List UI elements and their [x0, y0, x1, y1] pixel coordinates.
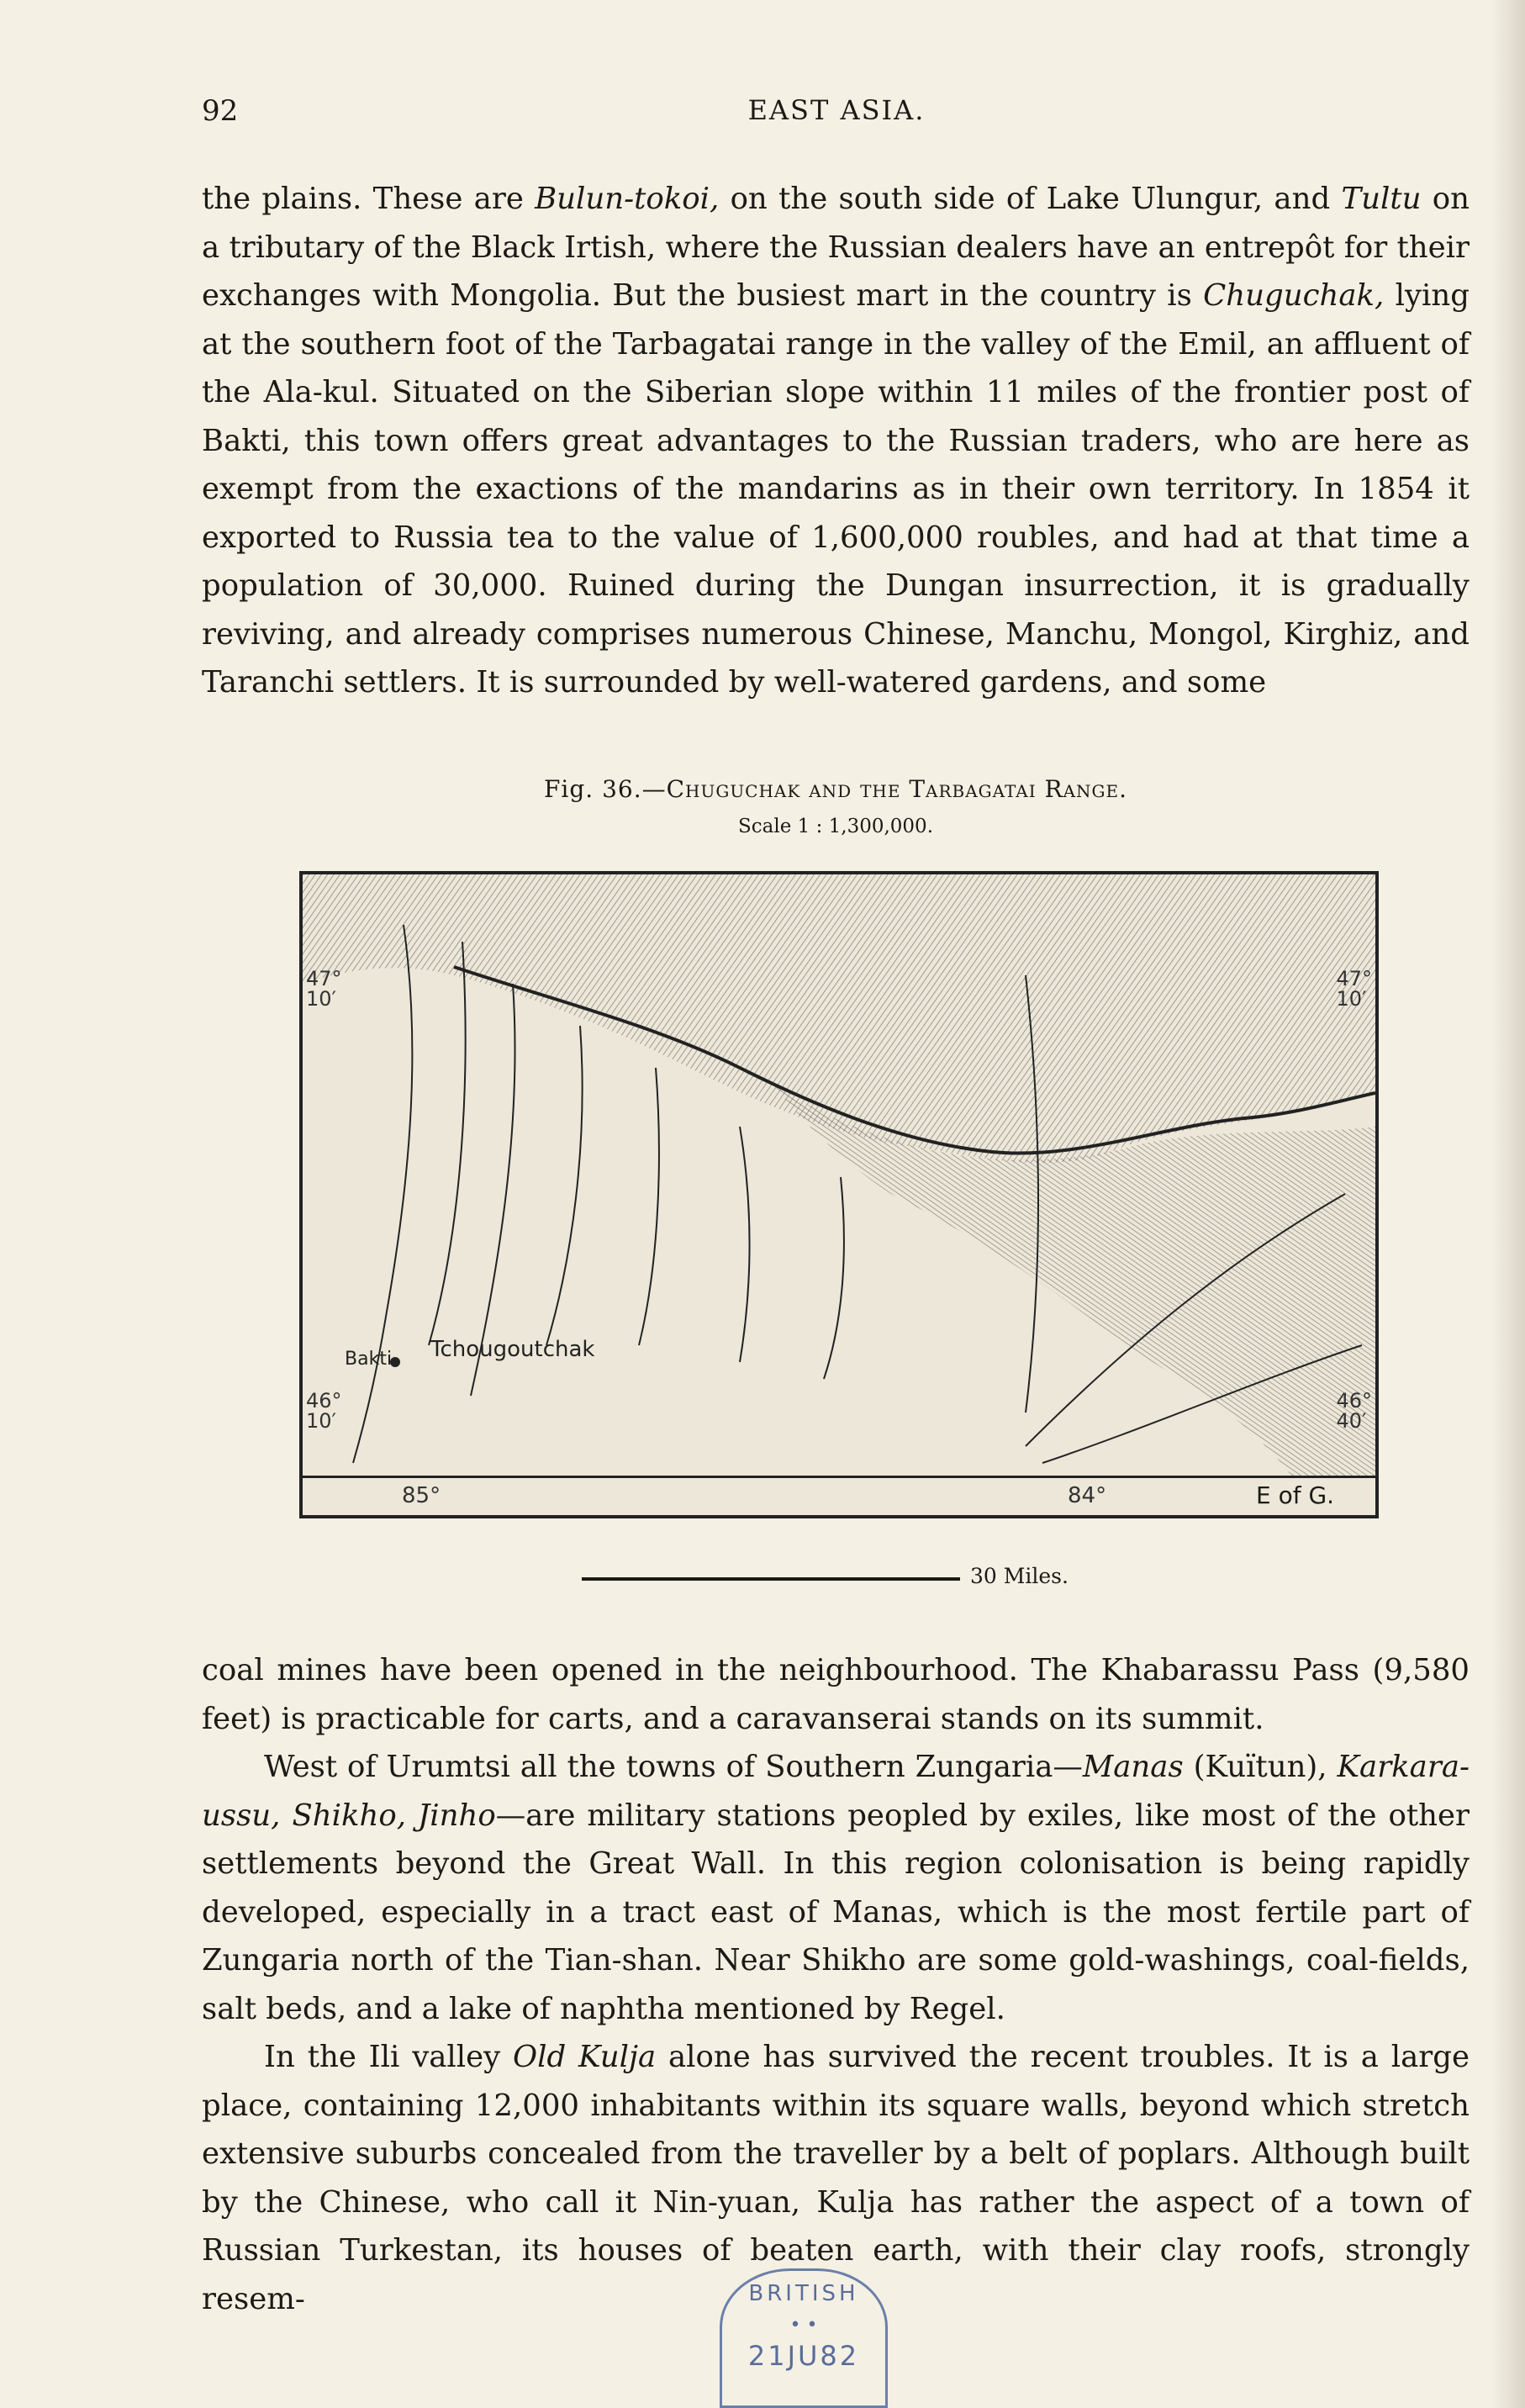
longitude-label: 84° [1068, 1483, 1107, 1508]
paragraph: the plains. These are Bulun-tokoi, on the south side of Lake Ulungur, and Tultu on a tributary of the Black Irtish, where the Russian dealers have an entrepôt for their exchanges with Mongolia. But the busiest mart in the country is Chuguchak, lying at the southern foot of the Tarbagatai range in the valley of the Emil, an affluent of the Ala-kul. Situated on the Siberian slope within 11 miles of the frontier post of Bakti, this town offers great advantages to the Russian traders, who are here as exempt from the exactions of the mandarins as in their own territory. In 1854 it exported to Russia tea to the value of 1,600,000 roubles, and had at that time a population of 30,000. Ruined during the Dungan insurrection, it is gradually reviving, and already comprises numerous Chinese, Manchu, Mongol, Kirghiz, and Taranchi settlers. It is surrounded by well-watered gardens, and some [202, 182, 1470, 700]
latitude-label: 46° 40′ [1336, 1389, 1372, 1433]
figure-number: Fig. 36.— [543, 775, 667, 803]
latitude-label: 47° 10′ [1336, 967, 1372, 1011]
page-number: 92 [202, 94, 239, 128]
paragraph: In the Ili valley Old Kulja alone has survived the recent troubles. It is a large place, containing 12,000 inhabitants within its square walls, beyond which stretch extensive suburbs concealed from the traveller by a belt of poplars. Although built by the Chinese, who call it Nin-yuan, Kulja has rather the aspect of a town of Russian Turkestan, its houses of beaten earth, with their clay roofs, strongly resem- [202, 2040, 1470, 2316]
scale-bar [582, 1577, 960, 1581]
body-text-top [202, 175, 1470, 707]
longitude-label: 85° [402, 1483, 441, 1508]
stamp-date: 21JU82 [747, 2340, 860, 2372]
body-text-bottom [202, 1646, 1470, 2323]
page-header [202, 94, 1471, 136]
figure-caption [202, 775, 1470, 803]
latitude-label: 47° 10′ [306, 967, 342, 1011]
stamp-dots: • • [789, 2315, 818, 2336]
library-stamp [720, 2268, 888, 2408]
figure-title: Chuguchak and the Tarbagatai Range. [666, 775, 1128, 803]
latitude-label: 46° 10′ [306, 1389, 342, 1433]
stamp-text: BRITISH [748, 2281, 859, 2306]
running-head: EAST ASIA. [747, 94, 926, 126]
paragraph: coal mines have been opened in the neighbourhood. The Khabarassu Pass (9,580 feet) is practicable for carts, and a caravanserai stands on its summit. [202, 1653, 1470, 1736]
map-figure [299, 871, 1379, 1518]
map-engraving [303, 874, 1375, 1481]
paragraph: West of Urumtsi all the towns of Southern Zungaria—Manas (Kuïtun), Karkara-ussu, Shikho, Jinho—are military stations peopled by exiles, like most of the other settlements beyond the Great Wall. In this region colonisation is being rapidly developed, especially in a tract east of Manas, which is the most fertile part of Zungaria north of the Tian-shan. Near Shikho are some gold-washings, coal-fields, salt beds, and a lake of naphtha mentioned by Regel. [202, 1750, 1470, 2026]
scale-bar-label: 30 Miles. [970, 1564, 1069, 1588]
figure-scale: Scale 1 : 1,300,000. [738, 816, 933, 837]
longitude-strip [303, 1476, 1375, 1515]
map-label-bakti: Bakti [345, 1349, 393, 1370]
page-edge-shadow [1491, 0, 1525, 2408]
meridian-note: E of G. [1256, 1481, 1335, 1509]
map-label-chuguchak: Tchougoutchak [430, 1337, 595, 1362]
